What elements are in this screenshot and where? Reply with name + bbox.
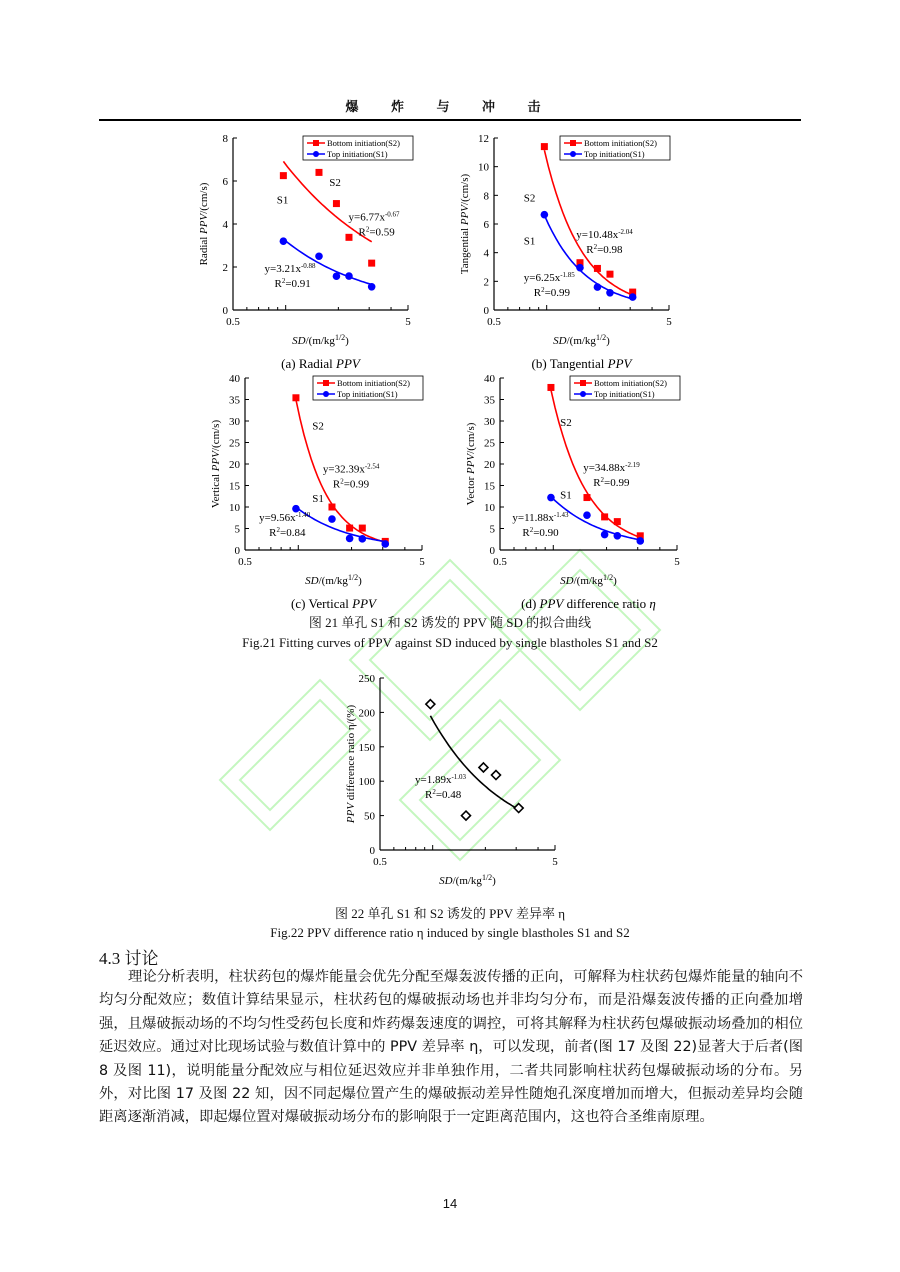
chart-svg-c [205,370,445,645]
legend-marker-square [313,140,319,146]
y-tick-label: 0 [489,545,495,557]
body-paragraph [99,966,803,1130]
legend [303,136,413,160]
y-tick-label: 100 [358,776,375,789]
data-point-s2 [614,518,621,525]
y-tick-label: 25 [484,437,495,450]
y-tick-label: 20 [484,459,495,471]
data-point-s2 [292,394,299,401]
x-axis-label: $SD/(m/kg^{1/2})$ [305,572,362,587]
series-label-s2: S2 [523,192,536,205]
fit-equation: $y=1.89x^{-1.03}$ [415,772,467,786]
data-point-s2 [541,143,548,150]
y-tick-label: 5 [234,523,240,536]
fit-equation: $y=10.48x^{-2.04}$ [576,227,633,241]
chart-svg-b [450,130,690,400]
legend-entry: Top initiation(S1) [584,149,645,159]
y-tick-label: 30 [484,416,495,428]
r-squared: $R^2=0.99$ [593,475,630,489]
data-point-s2 [359,525,366,532]
y-axis-label: Vertical PPV/(cm/s) [210,419,222,509]
x-tick-label: 0.5 [493,556,507,568]
chart-svg-a [195,130,425,400]
data-point-s2 [346,525,353,532]
x-axis-label: $SD/(m/kg^{1/2})$ [292,332,349,347]
fit-equation: $y=32.39x^{-2.54}$ [322,462,380,476]
data-point-eta [514,804,523,813]
y-tick-label: 8 [222,133,228,145]
data-point-eta [461,811,470,820]
r-squared: $R^2=0.48$ [425,787,462,801]
data-point-s2 [315,169,322,176]
chart-difference-ratio [335,670,565,940]
y-tick-label: 20 [229,459,240,471]
data-point-s2 [328,504,335,511]
y-axis-label: Tangential PPV/(cm/s) [459,173,471,275]
chart-vector-ppv [462,370,702,645]
y-tick-label: 0 [222,305,228,317]
data-point-s1 [636,537,644,545]
y-tick-label: 50 [364,810,375,823]
legend-marker-circle [570,151,576,157]
data-point-s1 [594,283,602,291]
y-tick-label: 200 [358,707,375,720]
data-point-s1 [315,252,323,260]
data-point-s2 [606,271,613,278]
y-tick-label: 5 [489,523,495,536]
y-tick-label: 2 [222,262,228,274]
r-squared: $R^2=0.90$ [522,525,559,539]
data-point-s1 [541,211,549,219]
r-squared: $R^2=0.91$ [274,277,311,291]
x-tick-label: 0.5 [238,556,252,568]
data-point-s1 [368,283,376,291]
data-point-s1 [629,293,637,301]
r-squared: $R^2=0.98$ [586,242,623,256]
y-tick-label: 0 [234,545,240,557]
data-point-eta [479,763,488,772]
x-tick-label: 5 [666,316,672,328]
y-tick-label: 6 [483,219,489,231]
data-point-s1 [583,511,591,519]
data-point-s1 [328,515,336,523]
fit-equation: $y=6.77x^{-0.67}$ [348,210,400,224]
y-tick-label: 4 [483,247,489,260]
data-point-s1 [381,540,389,548]
y-tick-label: 10 [484,502,495,514]
fit-equation: $y=3.21x^{-0.88}$ [264,262,316,276]
data-point-s2 [333,200,340,207]
r-squared: $R^2=0.99$ [533,285,571,299]
legend [570,376,680,400]
legend [313,376,423,400]
data-point-s1 [345,272,353,280]
x-axis-label: $SD/(m/kg^{1/2})$ [560,572,617,587]
legend-entry: Top initiation(S1) [337,389,398,399]
y-tick-label: 10 [478,161,489,174]
legend-entry: Top initiation(S1) [327,149,388,159]
journal-title: 爆 炸 与 冲 击 [345,100,555,115]
y-tick-label: 6 [222,176,228,188]
y-axis-label: Radial PPV/(cm/s) [198,182,210,266]
y-tick-label: 12 [478,133,489,145]
y-tick-label: 40 [229,373,240,385]
legend-entry: Top initiation(S1) [594,389,655,399]
series-label-s2: S2 [329,177,341,190]
header-rule [99,119,801,121]
legend-entry: Bottom initiation(S2) [327,138,400,148]
legend-marker-square [570,140,576,146]
y-tick-label: 0 [369,845,375,857]
r-squared: $R^2=0.59$ [358,225,395,239]
y-tick-label: 4 [222,219,228,231]
series-label-s2: S2 [560,417,572,430]
subcaption: (d) PPV difference ratio η [521,596,656,611]
figure22-caption-en: Fig.22 PPV difference ratio η induced by single blastholes S1 and S2 [270,925,630,940]
subcaption: (a) Radial PPV [281,356,360,371]
x-tick-label: 5 [552,856,558,868]
data-point-s2 [583,494,590,501]
data-point-s2 [547,384,554,391]
paragraph-text: 理论分析表明，柱状药包的爆炸能量会优先分配至爆轰波传播的正向，可解释为柱状药包爆炸能量的轴向不均匀分配效应；数值计算结果显示，柱状药包的爆破振动场也并非均匀分布，而是沿爆轰波传播的正向叠加增强，且爆破振动场的不均匀性受药包长度和炸药爆轰速度的调控，可将其解释为柱状药包爆破振动场叠加的相位延迟效应。通过对比现场试验与数值计算中的 PPV 差异率 η，可以发现，前者(图 17 及图 22)显著大于后者(图 8 及图 11)，说明能量分配效应与相位延迟效应并非单独作用，二者共同影响柱状药包爆破振动场的分布。另外，对比图 17 及图 22 知，因不同起爆位置产生的爆破振动差异性随炮孔深度增加而增大，但振动差异均会随距离逐渐消减，即起爆位置对爆破振动场分布的影响限于一定距离范围内，这也符合圣维南原理。 [99,969,803,1126]
data-point-s2 [594,265,601,272]
fit-equation: $y=34.88x^{-2.19}$ [583,460,640,474]
x-tick-label: 5 [419,556,425,568]
data-point-s1 [601,531,609,539]
y-tick-label: 0 [483,305,489,317]
data-point-s1 [280,237,288,245]
y-tick-label: 25 [229,437,240,450]
series-label-s1: S1 [276,194,289,207]
series-label-s1: S1 [312,492,324,505]
chart-svg-d [462,370,702,645]
data-point-eta [491,771,500,780]
series-label-s1: S1 [560,489,572,502]
data-point-eta [426,700,435,709]
y-tick-label: 15 [229,480,240,493]
chart-svg-e [335,670,565,940]
data-point-s1 [614,532,622,540]
y-tick-label: 250 [358,673,375,685]
x-axis-label: $SD/(m/kg^{1/2})$ [439,872,496,887]
legend-marker-circle [313,151,319,157]
y-tick-label: 15 [484,480,495,493]
y-tick-label: 30 [229,416,240,428]
legend-marker-circle [580,391,586,397]
y-axis-label: PPV difference ratio η/(%) [345,704,357,824]
y-tick-label: 8 [483,190,489,203]
legend-entry: Bottom initiation(S2) [337,378,410,388]
legend-marker-square [580,380,586,386]
legend-entry: Bottom initiation(S2) [594,378,667,388]
y-tick-label: 150 [358,741,375,754]
y-tick-label: 40 [484,373,495,385]
r-squared: $R^2=0.99$ [332,477,370,491]
series-label-s1: S1 [523,235,536,248]
chart-vertical-ppv [205,370,445,645]
data-point-s1 [333,272,341,280]
y-tick-label: 2 [483,276,489,289]
y-tick-label: 35 [484,394,495,407]
fit-equation: $y=9.56x^{-1.40}$ [259,510,311,524]
subcaption: (b) Tangential PPV [531,356,632,371]
x-tick-label: 0.5 [226,316,240,328]
chart-radial-ppv [195,130,425,400]
data-point-s1 [547,494,555,502]
legend-entry: Bottom initiation(S2) [584,138,657,148]
data-point-s2 [280,172,287,179]
y-tick-label: 10 [229,502,240,514]
x-tick-label: 0.5 [487,316,501,328]
x-axis-label: $SD/(m/kg^{1/2})$ [553,332,610,347]
chart-tangential-ppv [450,130,690,400]
legend [560,136,670,160]
data-point-s1 [576,264,584,272]
data-point-s1 [346,535,354,543]
legend-marker-square [323,380,329,386]
legend-marker-circle [323,391,329,397]
y-axis-label: Vector PPV/(cm/s) [465,422,477,506]
y-tick-label: 35 [229,394,240,407]
data-point-s2 [601,513,608,520]
page-number: 14 [442,1196,458,1211]
fit-equation: $y=11.88x^{-1.43}$ [512,510,569,524]
x-tick-label: 5 [405,316,411,328]
subcaption: (c) Vertical PPV [291,596,376,611]
data-point-s1 [606,289,614,297]
figure22-caption-cn: 图 22 单孔 S1 和 S2 诱发的 PPV 差异率 η [334,906,566,921]
x-tick-label: 0.5 [373,856,387,868]
series-label-s2: S2 [312,420,324,433]
fit-equation: $y=6.25x^{-1.85}$ [523,270,575,284]
section-heading: 4.3 讨论 [99,949,159,968]
r-squared: $R^2=0.84$ [269,525,306,539]
data-point-s2 [345,234,352,241]
figure21-caption-en: Fig.21 Fitting curves of PPV against SD induced by single blastholes S1 and S2 [242,635,658,650]
data-point-s1 [359,535,367,543]
data-point-s2 [368,260,375,267]
figure21-caption-cn: 图 21 单孔 S1 和 S2 诱发的 PPV 随 SD 的拟合曲线 [308,615,592,630]
x-tick-label: 5 [674,556,680,568]
